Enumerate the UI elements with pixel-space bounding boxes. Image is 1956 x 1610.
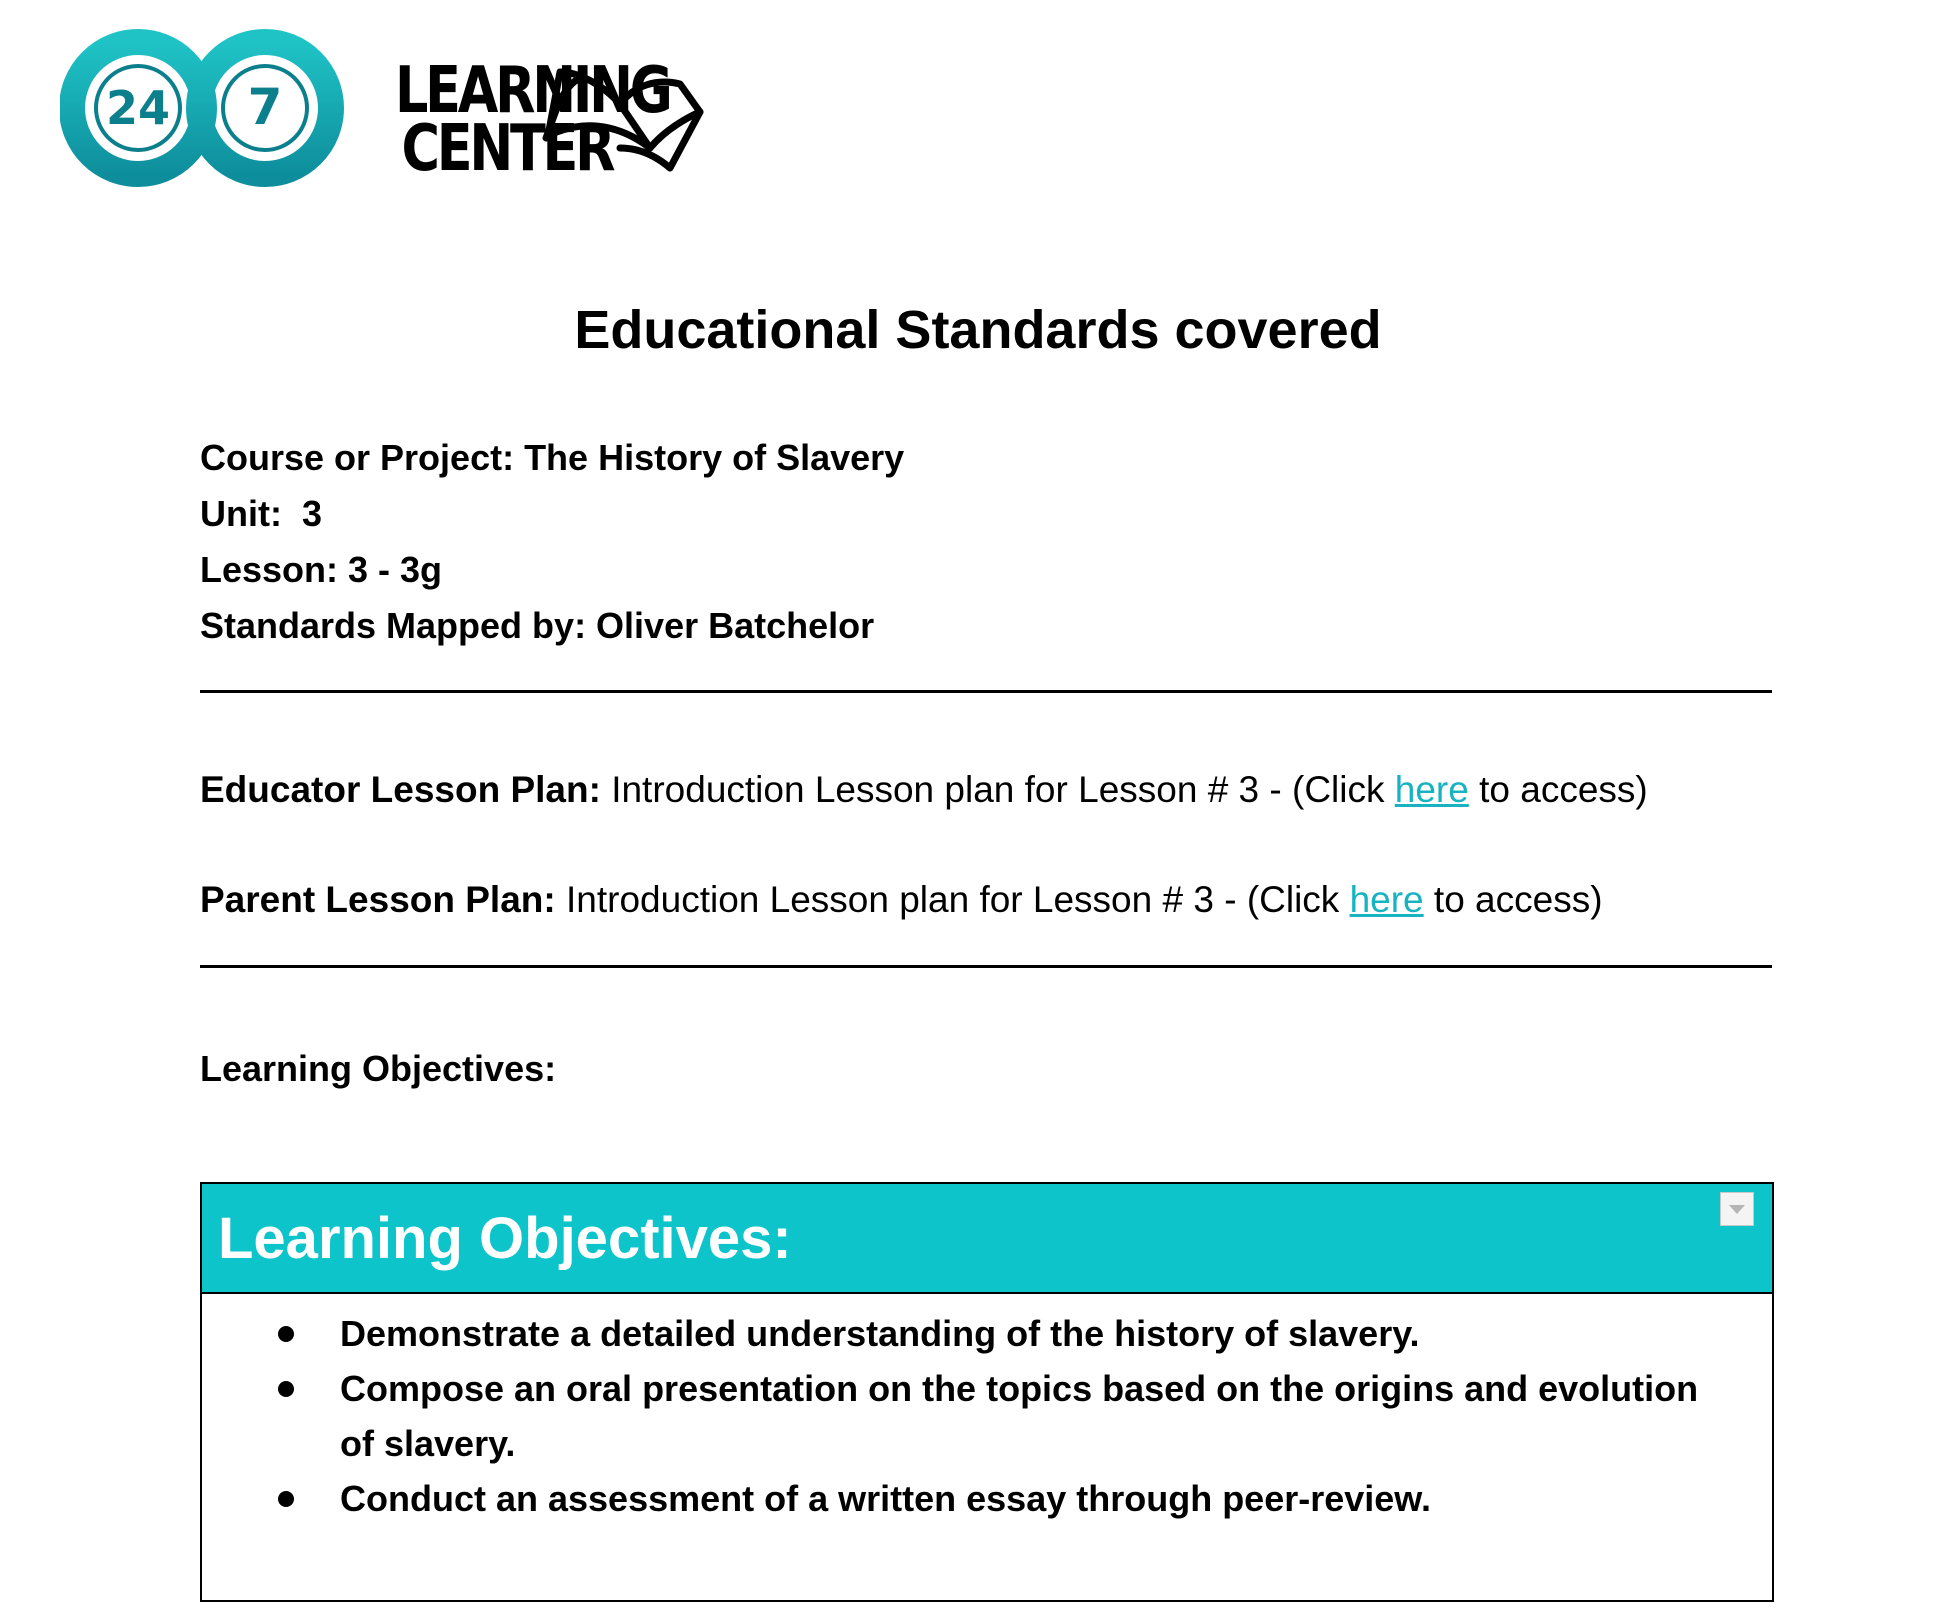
logo-line2: CENTER <box>401 112 613 186</box>
logo-number-left: 24 <box>105 81 171 135</box>
logo-wordmark <box>395 54 670 186</box>
objectives-box-title: Learning Objectives: <box>218 1206 792 1271</box>
unit-line: Unit: 3 <box>200 493 322 534</box>
bullet-icon <box>278 1491 294 1507</box>
parent-plan-after: to access) <box>1423 879 1603 920</box>
objectives-box <box>200 1182 1774 1602</box>
logo-line1: LEARNING <box>395 54 670 128</box>
list-item <box>202 1471 1772 1526</box>
bullet-icon <box>278 1381 294 1397</box>
list-item <box>202 1361 1772 1471</box>
educator-plan-line <box>200 765 1648 815</box>
educator-plan-after: to access) <box>1468 769 1648 810</box>
page-title: Educational Standards covered <box>574 300 1382 360</box>
chevron-down-icon[interactable] <box>1720 1192 1754 1226</box>
parent-plan-label: Parent Lesson Plan: <box>200 879 556 920</box>
parent-plan-link[interactable]: here <box>1349 879 1424 920</box>
course-line: Course or Project: The History of Slavery <box>200 437 905 478</box>
lesson-line: Lesson: 3 - 3g <box>200 549 443 590</box>
logo <box>60 8 720 198</box>
objective-text: Demonstrate a detailed understanding of the history of slavery. <box>340 1313 1420 1354</box>
logo-number-right: 7 <box>247 78 283 136</box>
educator-plan-link[interactable]: here <box>1394 769 1469 810</box>
objectives-box-header <box>202 1184 1772 1294</box>
divider-bottom <box>200 965 1772 968</box>
list-item <box>202 1306 1772 1361</box>
objective-text: Conduct an assessment of a written essay through peer-review. <box>340 1478 1431 1519</box>
bullet-icon <box>278 1326 294 1342</box>
objectives-list <box>202 1306 1772 1526</box>
parent-plan-line <box>200 875 1603 925</box>
divider-top <box>200 690 1772 693</box>
course-meta <box>200 430 904 654</box>
objectives-heading: Learning Objectives: <box>200 1048 557 1089</box>
objective-text: Compose an oral presentation on the topics based on the origins and evolution of slavery. <box>340 1368 1699 1464</box>
educator-plan-label: Educator Lesson Plan: <box>200 769 601 810</box>
educator-plan-text: Introduction Lesson plan for Lesson # 3 - (Click <box>600 769 1395 810</box>
mapped-by-line: Standards Mapped by: Oliver Batchelor <box>200 605 875 646</box>
parent-plan-text: Introduction Lesson plan for Lesson # 3 - (Click <box>555 879 1350 920</box>
